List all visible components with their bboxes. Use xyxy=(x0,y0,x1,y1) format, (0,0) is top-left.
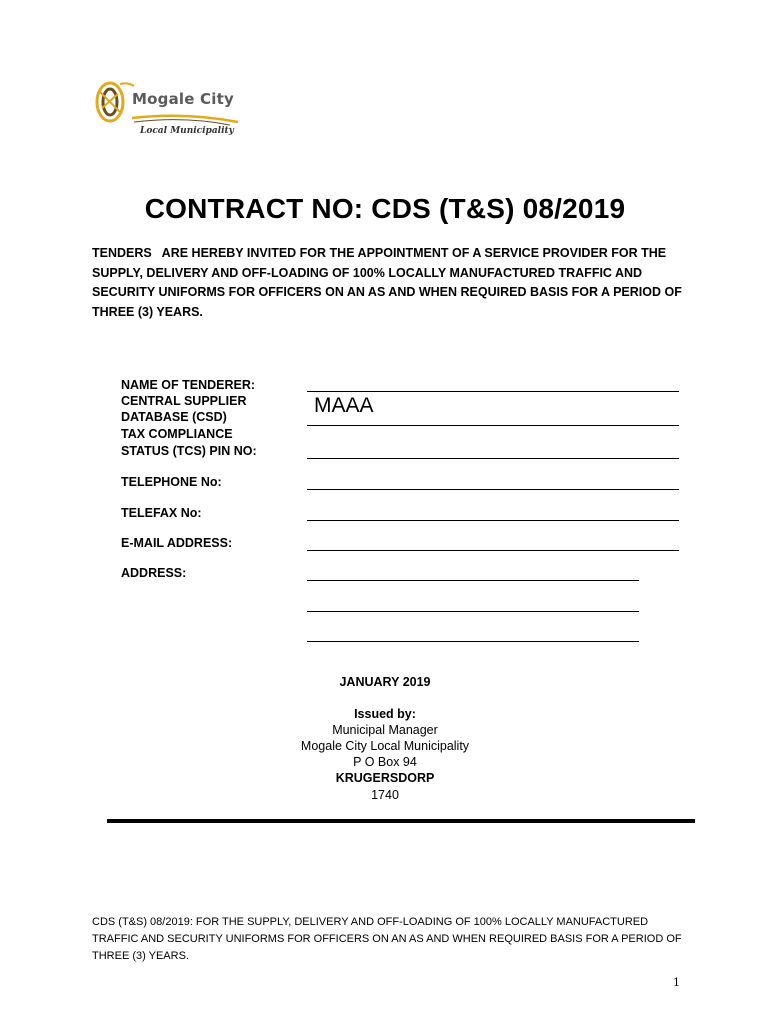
telephone-label: TELEPHONE No: xyxy=(121,475,222,489)
tax-compliance-label-line-2: STATUS (TCS) PIN NO: xyxy=(121,444,257,458)
issuer-postcode: 1740 xyxy=(371,788,399,802)
logo-subtitle: Local Municipality xyxy=(140,126,234,136)
logo-name: Mogale City xyxy=(132,90,234,108)
issuer-city: KRUGERSDORP xyxy=(335,771,435,785)
telefax-field[interactable] xyxy=(307,520,679,521)
invitation-text: TENDERS ARE HEREBY INVITED FOR THE APPOINTMENT OF A SERVICE PROVIDER FOR THE SUPPLY, DELIVERY AND OFF-LOADING OF 100% LOCALLY MANUFACTURED TRAFFIC AND SECURITY UNIFORMS FOR OFFICERS ON AN AS AND WHEN REQUIRED BASIS FOR A PERIOD OF THREE (3) YEARS. xyxy=(92,246,686,319)
page-number: 1 xyxy=(673,976,680,989)
address-label: ADDRESS: xyxy=(121,566,187,580)
issue-date: JANUARY 2019 xyxy=(339,675,431,689)
telephone-field[interactable] xyxy=(307,489,679,490)
csd-field[interactable] xyxy=(307,425,679,426)
contract-title: CONTRACT NO: CDS (T&S) 08/2019 xyxy=(144,193,626,224)
address-field-line-1[interactable] xyxy=(307,580,639,581)
issuer-organisation: Mogale City Local Municipality xyxy=(300,739,470,753)
page-footer-text: CDS (T&S) 08/2019: FOR THE SUPPLY, DELIVERY AND OFF-LOADING OF 100% LOCALLY MANUFACTURED TRAFFIC AND SECURITY UNIFORMS FOR OFFICERS ON AN AS AND WHEN REQUIRED BASIS FOR A PERIOD OF THREE (3) YEARS. xyxy=(92,916,682,962)
section-divider xyxy=(107,819,695,823)
csd-label-line-2: DATABASE (CSD) xyxy=(121,410,227,424)
csd-label-line-1: CENTRAL SUPPLIER xyxy=(121,394,247,408)
issued-by-heading: Issued by: xyxy=(354,707,416,721)
address-field-line-2[interactable] xyxy=(307,611,639,612)
issuer-title: Municipal Manager xyxy=(332,723,438,737)
email-label: E-MAIL ADDRESS: xyxy=(121,536,233,550)
mogale-city-logo xyxy=(90,78,250,142)
tenderer-name-field[interactable] xyxy=(307,391,679,392)
telefax-label: TELEFAX No: xyxy=(121,506,202,520)
tcs-pin-field[interactable] xyxy=(307,458,679,459)
csd-field-value[interactable]: MAAA xyxy=(314,394,374,417)
name-of-tenderer-label: NAME OF TENDERER: xyxy=(121,378,256,392)
email-field[interactable] xyxy=(307,550,679,551)
address-field-line-3[interactable] xyxy=(307,641,639,642)
issuer-po-box: P O Box 94 xyxy=(353,755,417,769)
tax-compliance-label-line-1: TAX COMPLIANCE xyxy=(121,427,233,441)
